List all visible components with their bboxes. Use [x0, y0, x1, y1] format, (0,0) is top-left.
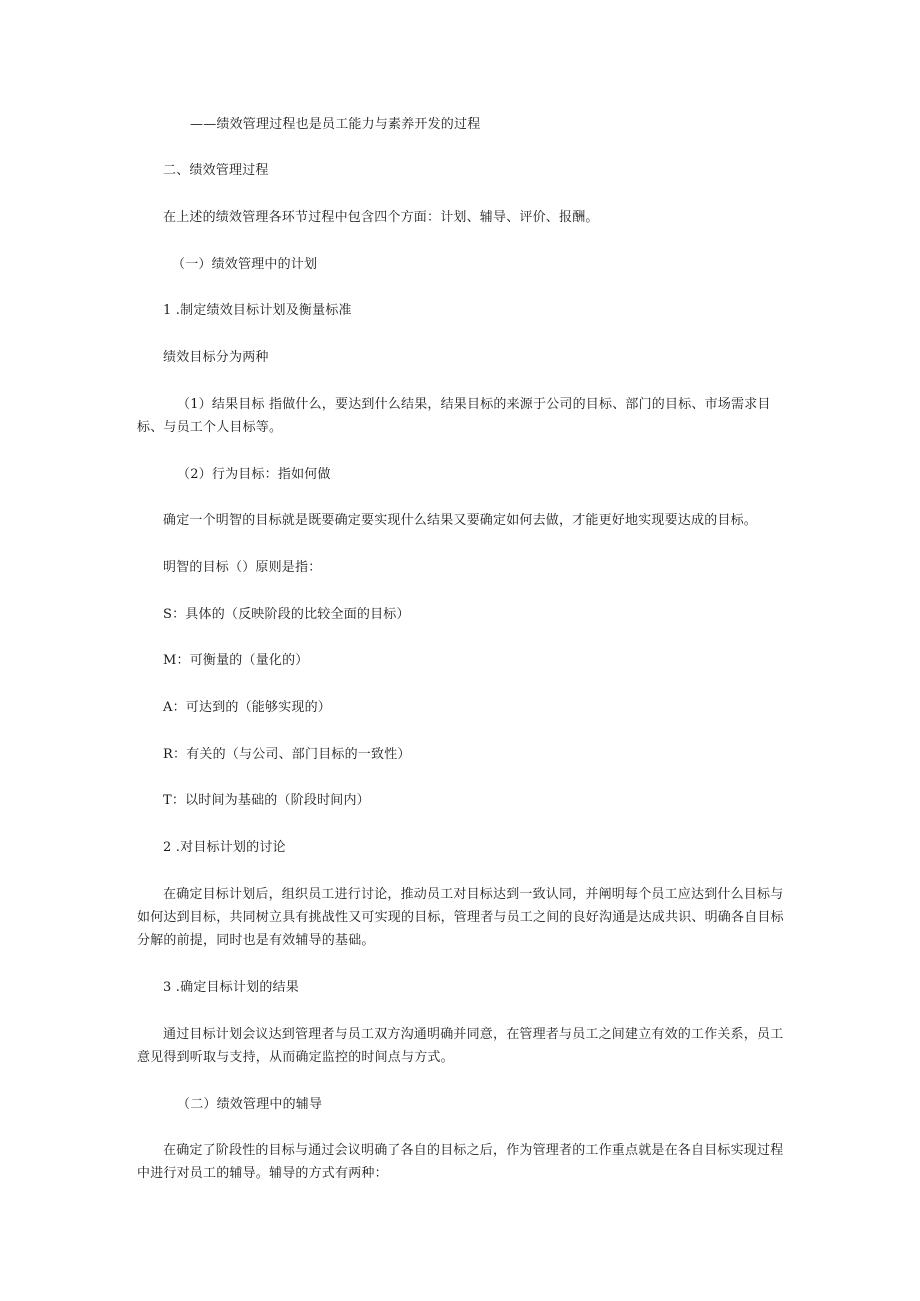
smart-item-t: T：以时间为基础的（阶段时间内）	[163, 793, 370, 808]
subsection-heading-plan: （一）绩效管理中的计划	[172, 257, 318, 272]
paragraph-coaching: 在确定了阶段性的目标与通过会议明确了各自的目标之后，作为管理者的工作重点就是在各自目标实现过程中进行对员工的辅导。辅导的方式有两种：	[137, 1143, 784, 1181]
smart-item-a: A：可达到的（能够实现的）	[163, 700, 331, 715]
smart-item-m: M：可衡量的（量化的）	[163, 653, 309, 668]
paragraph-plan-result: 通过目标计划会议达到管理者与员工双方沟通明确并同意，在管理者与员工之间建立有效的工作关系，员工意见得到听取与支持，从而确定监控的时间点与方式。	[137, 1027, 784, 1065]
paragraph-behavior-goal: （2）行为目标：指如何做	[177, 467, 331, 482]
paragraph-plan-discussion: 在确定目标计划后，组织员工进行讨论，推动员工对目标达到一致认同，并阐明每个员工应达到什么目标与如何达到目标，共同树立具有挑战性又可实现的目标，管理者与员工之间的良好沟通是达成共识、明确各自目标分解的前提，同时也是有效辅导的基础。	[137, 887, 784, 948]
paragraph-four-aspects: 在上述的绩效管理各环节过程中包含四个方面：计划、辅导、评价、报酬。	[163, 210, 599, 225]
intro-line: ——绩效管理过程也是员工能力与素养开发的过程	[190, 117, 481, 132]
paragraph-smart-goal: 确定一个明智的目标就是既要确定要实现什么结果又要确定如何去做，才能更好地实现要达成的目标。	[163, 513, 758, 528]
item-heading-2: 2 .对目标计划的讨论	[163, 840, 286, 855]
section-heading-process: 二、绩效管理过程	[163, 163, 269, 178]
paragraph-smart-principle: 明智的目标（）原则是指：	[163, 560, 322, 575]
smart-item-r: R：有关的（与公司、部门目标的一致性）	[163, 747, 411, 762]
item-heading-3: 3 .确定目标计划的结果	[163, 980, 299, 995]
smart-item-s: S：具体的（反映阶段的比较全面的目标）	[163, 607, 410, 622]
item-heading-1: 1 .制定绩效目标计划及衡量标准	[163, 303, 352, 318]
paragraph-goal-types: 绩效目标分为两种	[163, 350, 269, 365]
subsection-heading-coaching: （二）绩效管理中的辅导	[177, 1097, 323, 1112]
paragraph-result-goal: （1）结果目标 指做什么，要达到什么结果，结果目标的来源于公司的目标、部门的目标、市场需求目标、与员工个人目标等。	[137, 397, 771, 435]
